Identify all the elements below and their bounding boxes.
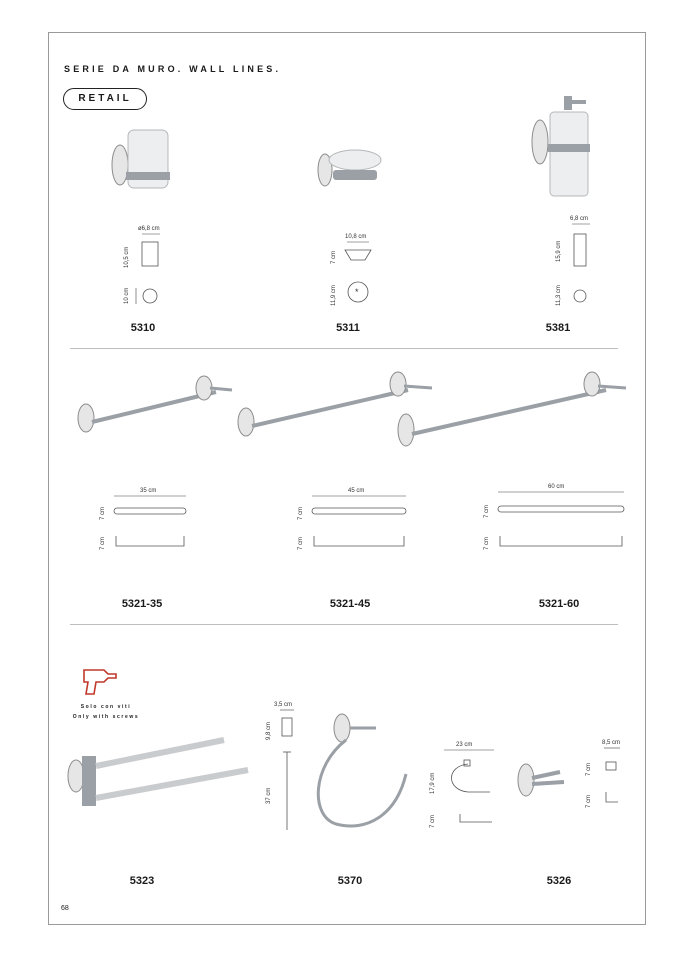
section-divider-2 — [70, 624, 618, 625]
product-code-5321-45: 5321-45 — [329, 598, 371, 610]
product-code-5326: 5326 — [546, 875, 572, 887]
product-code-5321-35: 5321-35 — [121, 598, 163, 610]
drawing-5310 — [120, 222, 180, 312]
page-title: SERIE DA MURO. WALL LINES. — [64, 64, 282, 74]
dim-b-5321-45: 7 cm — [298, 536, 304, 550]
product-code-5321-60: 5321-60 — [538, 598, 580, 610]
dim-length-5370: 37 cm — [266, 787, 272, 804]
drill-icon — [82, 666, 118, 696]
dim-length-5321-45: 45 cm — [348, 488, 365, 494]
drawing-5370 — [256, 698, 306, 838]
dim-height-5311: 7 cm — [331, 250, 337, 264]
dim-a-5321-45: 7 cm — [298, 506, 304, 520]
dim-depth-5311: 11,9 cm — [331, 285, 337, 306]
dim-width-5370: 3,5 cm — [274, 702, 293, 708]
dim-length-5321-60: 60 cm — [548, 484, 565, 490]
product-image-5326 — [516, 758, 576, 808]
dim-height-ring: 17,9 cm — [430, 772, 436, 794]
product-image-5381 — [528, 94, 608, 204]
dim-length-5321-35: 35 cm — [140, 488, 157, 494]
dim-a-5326: 7 cm — [586, 762, 592, 776]
dim-height-5381: 15,9 cm — [556, 240, 562, 262]
product-image-5321-60 — [396, 368, 628, 453]
drawing-5381 — [552, 212, 612, 312]
drawing-5311 — [325, 230, 385, 310]
dim-b-5326: 7 cm — [586, 794, 592, 808]
product-image-5311 — [315, 142, 385, 192]
dim-b-5321-60: 7 cm — [484, 536, 490, 550]
dim-a-5321-35: 7 cm — [100, 506, 106, 520]
product-code-5381: 5381 — [545, 322, 571, 334]
product-image-5310 — [108, 120, 178, 200]
dim-depth-ring: 7 cm — [430, 814, 436, 828]
drawing-5321-45 — [292, 484, 422, 564]
dim-width-5311: 10,8 cm — [345, 234, 367, 240]
dim-width-5381: 6,8 cm — [570, 216, 589, 222]
note-italian: Solo con viti — [80, 704, 132, 710]
drawing-5326 — [580, 736, 630, 812]
dim-b-5321-35: 7 cm — [100, 536, 106, 550]
drawing-towel-ring — [424, 738, 504, 830]
product-code-5370: 5370 — [337, 875, 363, 887]
dim-width-ring: 23 cm — [456, 742, 473, 748]
dim-width-5326: 8,5 cm — [602, 740, 621, 746]
product-code-5310: 5310 — [130, 322, 156, 334]
dim-depth-5310: 10 cm — [124, 287, 130, 304]
note-english: Only with screws — [72, 714, 140, 720]
product-image-5321-35 — [76, 372, 236, 442]
page-number: 68 — [61, 905, 69, 912]
retail-badge: RETAIL — [63, 88, 147, 110]
dim-height-5370: 9,8 cm — [266, 721, 272, 740]
product-code-5323: 5323 — [129, 875, 155, 887]
section-divider-1 — [70, 348, 618, 349]
dim-height-5310: 10,5 cm — [124, 246, 130, 268]
product-code-5311: 5311 — [336, 322, 360, 334]
dim-depth-5381: 11,3 cm — [556, 285, 562, 306]
product-image-5370 — [306, 706, 416, 836]
dim-a-5321-60: 7 cm — [484, 504, 490, 518]
dim-width-5310: ø6,8 cm — [138, 226, 160, 232]
product-image-5323 — [64, 732, 256, 822]
drawing-5321-35 — [94, 484, 194, 564]
drawing-5321-60 — [478, 480, 628, 564]
svg-text:*: * — [355, 287, 359, 297]
